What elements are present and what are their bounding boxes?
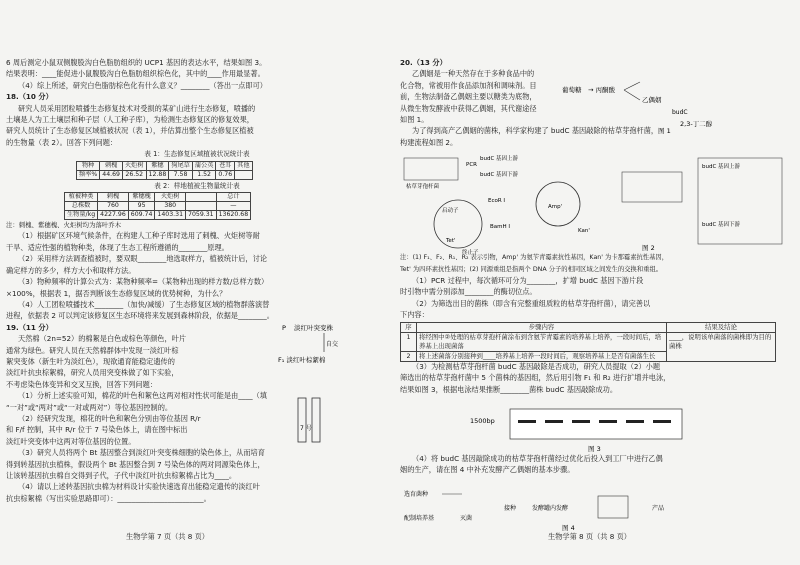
q19-line: 淡红叶突变体中这两对等位基因的位置。	[6, 436, 136, 446]
q19-line: 和 F/f 控制，其中 R/r 位于 7 号染色体上，请在图中标出	[6, 425, 188, 435]
table1-cell	[235, 170, 252, 179]
q19-line: （1）分析上述实验可知，棉花的叶色和絮色这两对相对性状可能是由____（填	[18, 391, 267, 401]
fig2-promoter: 启动子	[442, 208, 459, 214]
gel-band	[572, 420, 590, 423]
table1-header: 其他	[235, 161, 252, 170]
q19-line: 淡红叶抗虫棕絮棉，研究人员用突变株做了如下实验，	[6, 368, 179, 378]
q18-line: 研究人员统计了生态修复区域植被状况（表 1），并估算出整个生态修复区植被	[6, 126, 254, 136]
q18-sub: （1）根据矿区环境气候条件，在构建人工种子库时选用了刺槐、火炬树等耐	[18, 231, 260, 241]
right-page-footer: 生物学第 8 页（共 8 页）	[548, 532, 631, 541]
fig2-pcr: PCR	[466, 162, 477, 168]
cross-selfing-label: 自交	[326, 341, 339, 348]
q18-sub: （4）人工团粒喷播技术________（加快/减缓）了生态修复区域的植物群落演替	[18, 299, 270, 309]
fig1-pyruvate: → 丙酮酸	[588, 86, 616, 94]
q19-heading: 19.（11 分）	[6, 322, 53, 332]
table2-cell: 4227.96	[98, 211, 129, 220]
q18-heading: 18.（10 分）	[6, 92, 53, 102]
q19-line: 得到转基因抗虫植株，假设两个 Bt 基因整合到 7 号染色体的两对同源染色体上，	[6, 459, 265, 469]
table1-cell: 12.88	[146, 170, 169, 179]
q20-line: 前，生物法制备乙偶姻主要以糖类为底物，	[400, 92, 537, 102]
note-line: Tet' 为四环素抗性基因；(2) 同源重组是指两个 DNA 分子的相同区域之间发生的交换和重组。	[400, 265, 663, 273]
table2-cell: 609.74	[128, 211, 155, 220]
fig1-diol: 2,3-丁二醇	[680, 120, 713, 128]
chromosome-label: 7 号	[300, 425, 312, 432]
table3-cell: 将经图中②处理的枯草芽孢杆菌涂布到含氨苄青霉素的培养基上培养，一段时间后，培养基上出现菌落	[417, 332, 667, 351]
fig4-blank-box	[598, 496, 628, 518]
table1-header: 紫穗	[146, 161, 169, 170]
table2-header	[186, 193, 217, 202]
table2-cell: 总株数	[65, 202, 98, 211]
table2-cell: 生物量/kg	[65, 211, 98, 220]
table1-header: 狗尾草	[169, 161, 193, 170]
table2-cell: —	[216, 202, 251, 211]
table1-header: 火炬树	[122, 161, 146, 170]
fig2-frag-down-2: budC 基因下游	[702, 222, 741, 228]
left-page-footer: 生物学第 7 页（共 8 页）	[126, 532, 209, 541]
q20-line: 乙偶姻是一种天然存在于多种食品中的	[412, 69, 535, 79]
table1-cell: 44.69	[100, 170, 123, 179]
fig2-tet: Tet'	[446, 238, 456, 244]
chromosome-diagram	[290, 396, 330, 448]
fig1-arrow	[624, 82, 640, 90]
fig1-acetoin: 乙偶姻	[642, 96, 662, 104]
q19-line: 不考虑染色体变异和交叉互换，回答下列问题：	[6, 379, 157, 389]
figure-3	[470, 405, 730, 455]
table2-cell: 95	[128, 202, 155, 211]
cross-f1-label: F₁ 淡红叶棕絮棉	[278, 356, 326, 364]
q20-4-line: 姻的生产，请在图 4 中补充发酵产乙偶姻的基本步骤。	[400, 465, 575, 475]
fig4-ferment: 发酵罐内发酵	[532, 505, 569, 512]
q20-heading: 20.（13 分）	[400, 58, 447, 67]
fig4-product: 产品	[652, 505, 665, 512]
q17-line-2: 结果表明：____能促进小鼠腹股沟白色脂肪组织棕色化，其中的____作用最显著。	[6, 69, 265, 79]
q19-line: “一对”或“两对”或“一对或两对”）等位基因控制的。	[6, 402, 173, 412]
q18-sub: （2）采用样方法调查植被时，要双眼________地选取样方，植被统计后，讨论	[18, 254, 267, 264]
fig2-frag-up-2: budC 基因上游	[702, 164, 741, 170]
fig4-medium: 配制培养基	[404, 515, 435, 522]
q18-sub: 进程，依据表 2 可以判定该修复区生态环境将来发展到森林阶段，依据是________。	[6, 311, 274, 321]
q19-line: 天然棉（2n=52）的棉絮是白色或棕色等颜色，叶片	[18, 334, 187, 344]
fig2-host-box	[404, 158, 458, 180]
table2-caption: 表 2：样地植被生物量统计表	[154, 181, 240, 190]
table2-cell: 1403.31	[155, 211, 186, 220]
table1-header: 物种	[77, 161, 100, 170]
q19-line: （4）请以上述转基因抗虫棉为材料设计实验快速选育出能稳定遗传的淡红叶	[18, 482, 260, 492]
table3-header: 步骤内容	[417, 322, 667, 332]
table2-header: 火炬树	[155, 193, 186, 202]
q20-sub: 时引物中需分别添加________的酶切位点。	[400, 287, 537, 297]
q20-line: 构建流程如图 2。	[400, 137, 458, 147]
table2-header: 刺槐	[98, 193, 129, 202]
fig2-bamhi: BamH I	[490, 224, 511, 230]
q18-sub: （3）物种频率的计算公式为：某物种频率=（某物种出现的样方数/总样方数）	[18, 277, 269, 287]
q20-line: 为了得到高产乙偶姻的菌株，科学家构建了 budC 基因敲除的枯草芽孢杆菌，	[412, 126, 659, 136]
fig4-strain: 选育菌种	[404, 491, 429, 498]
fig2-frag-down: budC 基因下游	[480, 172, 519, 178]
table2-cell: 13620.68	[216, 211, 251, 220]
chromosome-left	[298, 398, 306, 442]
gel-band	[518, 420, 536, 423]
gel-band	[626, 420, 644, 423]
table3-header: 序	[401, 322, 417, 332]
q20-line: 如图 1。	[400, 115, 429, 125]
q18-sub: 确定样方的多少，样方大小和取样方法。	[6, 265, 136, 275]
q18-sub: ×100%，根据表 1，据否判断该生态修复区域的优势树种，为什么？	[6, 288, 227, 298]
table2-cell	[186, 202, 217, 211]
table2-header: 植被种类	[65, 193, 98, 202]
table1-cell: 26.52	[122, 170, 146, 179]
table3-cell: 2	[401, 351, 417, 361]
left-page	[6, 58, 388, 548]
table2-cell: 380	[155, 202, 186, 211]
fig2-amp: Amp'	[548, 204, 563, 210]
table1-cell: 0.76	[216, 170, 235, 179]
cross-parent-label: 淡红叶突变株	[294, 324, 333, 332]
fig3-gel	[510, 409, 682, 439]
q19-line: （3）研究人员将两个 Bt 基因整合到淡红叶突变株细胞的染色体上，从而培育	[18, 448, 265, 458]
figure-2	[402, 152, 786, 256]
q20-3-line: 筛选出的枯草芽孢杆菌中 5 个菌株的基因组，然后用引物 F₁ 和 R₂ 进行扩增并电泳，	[400, 373, 671, 383]
table2-header: 紫穗槐	[128, 193, 155, 202]
table2	[64, 192, 251, 220]
table1	[76, 161, 253, 180]
fig2-terminator: 终止子	[462, 250, 479, 256]
q18-line: 土壤是人为工土壤层和种子层（人工种子库），为检测生态修复区的修复效果，	[6, 115, 254, 125]
gel-band	[599, 420, 617, 423]
table1-header: 苍耳	[216, 161, 235, 170]
q20-3-line: 结果如图 3，根据电泳结果推断________菌株 budC 基因敲除成功。	[400, 384, 618, 394]
fig2-recomb-box	[622, 172, 682, 202]
chromosome-right	[312, 398, 320, 442]
fig1-caption: 图 1	[658, 127, 671, 134]
fig2-host-label: 枯草芽孢杆菌	[406, 184, 440, 190]
fig4-caption: 图 4	[562, 524, 575, 532]
q20-3-line: （3）为检测枯草芽孢杆菌 budC 基因敲除是否成功，研究人员提取（2）小题	[412, 361, 661, 371]
table3-cell: ____，说明该单菌落的菌株即为目的菌株	[667, 332, 776, 361]
q19-cross-diagram	[268, 322, 380, 382]
note-line: 注：(1) F₁、F₂、R₁、R₂ 表示引物，Amp' 为氨苄青霉素抗性基因，Kan' 为卡那霉素抗性基因，	[400, 254, 668, 262]
fig2-kan: Kan'	[578, 228, 590, 234]
q18-line: 的生物量（表 2）。回答下列问题：	[6, 137, 118, 147]
q20-intro	[400, 69, 560, 125]
fig1-budc: budC	[672, 109, 688, 116]
table1-header: 刺槐	[100, 161, 123, 170]
q20-4-line: （4）将 budC 基因敲除成功的枯草芽孢杆菌经过优化后投入到工厂中进行乙偶	[412, 453, 663, 463]
table2-cell: 760	[98, 202, 129, 211]
cross-p-label: P	[282, 324, 286, 332]
table2-cell: 7059.31	[186, 211, 217, 220]
fig4-sterile: 灭菌	[460, 515, 473, 522]
q18-line: 研究人员采用团粒喷播生态修复技术对受损的某矿山进行生态修复，喷播的	[18, 103, 256, 113]
q20-sub: 下内容：	[400, 310, 429, 320]
q20-sub: （2）为筛选出目的菌株（即含有完整重组质粒的枯草芽孢杆菌），请完善以	[412, 298, 651, 308]
q17-line-3: （4）综上所述，研究白色脂肪棕色化有什么意义？________（答出一点即可）	[18, 80, 267, 90]
q18-sub: 干旱、适应性强的植物种类，体现了生态工程所遵循的________原理。	[6, 242, 229, 252]
fig1-arrow	[624, 90, 640, 100]
table2-header: 总计	[216, 193, 251, 202]
table1-caption: 表 1：生态修复区域植被状况统计表	[144, 150, 250, 159]
table3-cell: 1	[401, 332, 417, 351]
q19-body-2	[6, 414, 274, 447]
figure-4	[402, 488, 702, 532]
table1-cell: 1.52	[192, 170, 216, 179]
table3-header: 结果及结论	[667, 322, 776, 332]
q19-line: 通常为绿色。研究人员在天然棉群体中发现一淡红叶棕	[6, 345, 179, 355]
table1-cell: 7.58	[169, 170, 193, 179]
gel-band	[545, 420, 563, 423]
fig1-glucose: 葡萄糖	[562, 86, 582, 94]
fig2-caption: 图 2	[642, 244, 655, 252]
table3	[400, 322, 776, 362]
q20-sub: （1）PCR 过程中，每次循环可分为________，扩增 budC 基因下游片段	[412, 276, 644, 286]
q19-line: 让该转基因抗虫棉自交得到子代，子代中淡红叶抗虫棕絮棉占比为____。	[6, 471, 237, 480]
fig3-marker-label: 1500bp	[470, 417, 495, 425]
fig2-ecori: EcoR I	[488, 198, 506, 204]
fig3-caption: 图 3	[588, 445, 601, 453]
q19-body	[6, 334, 274, 390]
q17-line-1: 6 周后测定小鼠双侧腹股沟白色脂肪组织的 UCP1 基因的表达水平，结果如图 3。	[6, 58, 267, 67]
figure-1	[560, 72, 780, 134]
table3-cell: 将上述菌落分别接种到____培养基上培养一段时间后，观察培养基上是否有菌落生长	[417, 351, 667, 361]
fig2-host-box-2	[698, 158, 782, 244]
fig2-frag-up: budC 基因上游	[480, 156, 519, 162]
q20-line: 从微生物发酵液中获得乙偶姻，其代谢途径	[400, 103, 537, 113]
q19-line: 抗虫棕絮棉（写出实验思路即可）：________________________。	[6, 493, 211, 503]
table2-note: 注：刺槐、紫穗槐、火炬树均为落叶乔木	[6, 221, 122, 230]
fig4-inoc: 接种	[504, 505, 517, 512]
table1-header: 蒲公英	[192, 161, 216, 170]
gel-band	[653, 420, 671, 423]
q19-line: （2）经研究发现，棉花的叶色和絮色分别由等位基因 R/r	[18, 413, 201, 423]
q20-line: 化合物，常被用作食品添加剂和调味剂。目	[400, 80, 537, 90]
q19-line: 絮突变体（新生叶为淡红色），现欲通育能稳定遗传的	[6, 356, 175, 366]
table1-cell: 频率%	[77, 170, 100, 179]
